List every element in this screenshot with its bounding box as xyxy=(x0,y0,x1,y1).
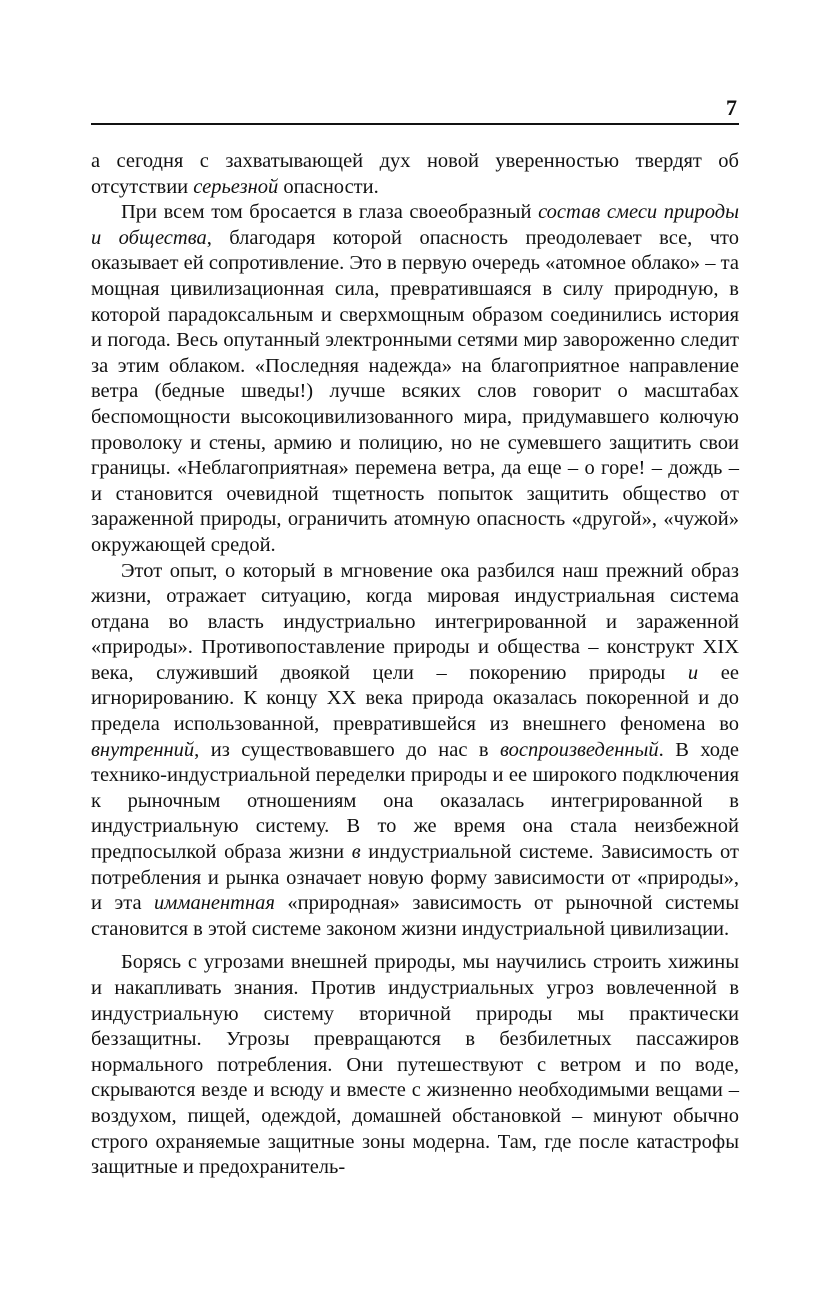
paragraph-2 xyxy=(91,200,739,558)
italic-text-run: в xyxy=(351,841,361,864)
body-text xyxy=(91,149,739,1181)
italic-text-run: и xyxy=(687,661,699,684)
text-run: Борясь с угрозами внешней природы, мы научились строить хижины и накапливать знания. Против индустриальных угроз вовлеченной в индустриальную систему вторичной природы мы практически беззащитны. Угрозы превращаются в безбилетных пассажиров нормального потребления. Они путешествуют с ветром и по воде, скрываются везде и всюду и вместе с жизненно необходимыми вещами – воздухом, пищей, одеждой, домашней обстановкой – минуют обычно строго охраняемые защитные зоны модерна. Там, где после катастрофы защитные и предохранитель- xyxy=(91,951,739,1179)
text-run: «природная» зависимость от рыночной системы становится в этой системе законом жизни индустриальной цивилизации. xyxy=(91,892,740,940)
page-number: 7 xyxy=(726,95,737,120)
text-run: , из существовавшего до нас в xyxy=(194,738,501,761)
italic-text-run: внутренний xyxy=(91,738,195,761)
text-run: , благодаря которой опасность преодолевает все, что оказывает ей сопротивление. Это в первую очередь «атомное облако» – та мощная цивилизационная сила, превратившаяся в силу природную, в которой парадоксальным и сверхмощным образом соединились история и погода. Весь опутанный электронными сетями мир завороженно следит за этим облаком. «Последняя надежда» на благоприятное направление ветра (бедные шведы!) лучше всяких слов говорит о масштабах беспомощности высокоцивилизованного мира, придумавшего колючую проволоку и стены, армию и полицию, но не сумевшего защитить свои границы. «Неблагоприятная» перемена ветра, да еще – о горе! – дождь – и становится очевидной тщетность попыток защитить общество от зараженной природы, ограничить атомную опасность «другой», «чужой» окружающей средой. xyxy=(91,226,739,556)
text-run: индустриальной системе. Зависимость от потребления и рынка означает новую форму зависимости от «природы», и эта xyxy=(91,841,739,915)
text-run: опасности. xyxy=(278,175,379,198)
text-run: ее игнорированию. К концу XX века природа оказалась покоренной и до предела использованной, превратившейся из внешнего феномена во xyxy=(91,661,739,736)
paragraph-1 xyxy=(91,149,739,200)
paragraph-3 xyxy=(91,559,739,943)
italic-text-run: серьезной xyxy=(193,175,279,198)
book-page xyxy=(91,0,739,1313)
paragraph-4 xyxy=(91,950,739,1180)
text-run: При всем том бросается в глаза своеобразный xyxy=(121,201,539,224)
header-rule xyxy=(91,123,739,125)
text-run: Этот опыт, о который в мгновение ока разбился наш прежний образ жизни, отражает ситуацию, когда мировая индустриальная система отдана во власть индустриально интегрированной и зараженной «природы». Противопоставление природы и общества – конструкт XIX века, служивший двоякой цели – покорению природы xyxy=(91,559,739,684)
italic-text-run: воспроизведенный xyxy=(500,738,659,761)
italic-text-run: состав смеси природы и общества xyxy=(91,201,740,249)
text-run: а сегодня с захватывающей дух новой уверенностью твердят об отсутствии xyxy=(91,150,739,198)
running-header xyxy=(91,96,739,124)
italic-text-run: имманентная xyxy=(154,892,275,915)
text-run: . В ходе технико-индустриальной переделки природы и ее широкого подключения к рыночным отношениям она оказалась интегрированной в индустриальную систему. В то же время она стала неизбежной предпосылкой образа жизни xyxy=(91,738,739,864)
